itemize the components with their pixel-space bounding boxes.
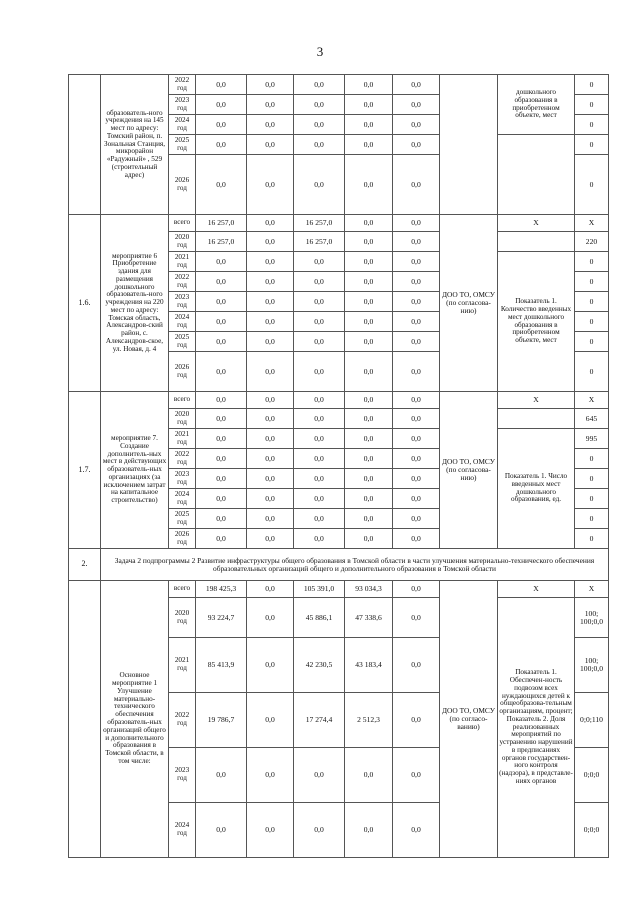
value-cell: 0,0 [196,489,247,509]
value-cell: 0,0 [247,598,294,638]
value-cell: 16 257,0 [294,215,345,232]
row-number-cell: 2. [69,549,101,581]
value-cell: 0,0 [345,429,393,449]
value-cell: 0,0 [294,332,345,352]
value-cell: 0,0 [247,469,294,489]
value-cell: 0,0 [247,332,294,352]
value-cell: 0,0 [393,638,440,693]
value-cell: 0,0 [247,581,294,598]
value-cell: 0,0 [345,252,393,272]
target-value: 0 [575,312,609,332]
table-row [69,392,609,409]
year-cell: 2025 год [169,332,196,352]
value-cell: 0,0 [393,803,440,858]
year-cell: 2026 год [169,155,196,215]
value-cell: 0,0 [345,392,393,409]
value-cell: 0,0 [247,252,294,272]
year-cell: всего [169,581,196,598]
value-cell: 0,0 [196,135,247,155]
target-value: 0;0;0 [575,803,609,858]
row-number-cell: 1.7. [69,392,101,549]
target-value: Х [575,392,609,409]
value-cell: 0,0 [196,392,247,409]
year-cell: 2026 год [169,352,196,392]
task-description: Задача 2 подпрограммы 2 Развитие инфраструктуры общего образования в Томской области в части улучшения материально-технического обеспечения образовательных организаций общего и дополнительного образования в Томской области [101,549,609,581]
indicator-cell [498,135,575,215]
target-value: 0 [575,135,609,155]
value-cell: 0,0 [247,312,294,332]
target-value: 0 [575,272,609,292]
value-cell: 0,0 [247,135,294,155]
value-cell: 0,0 [393,392,440,409]
target-value: Х [575,581,609,598]
year-cell: 2025 год [169,509,196,529]
value-cell: 0,0 [247,429,294,449]
value-cell: 0,0 [294,748,345,803]
value-cell: 16 257,0 [196,232,247,252]
year-cell: 2024 год [169,115,196,135]
value-cell: 0,0 [196,272,247,292]
value-cell: 0,0 [345,75,393,95]
value-cell: 0,0 [393,469,440,489]
year-cell: 2022 год [169,693,196,748]
indicator-x: Х [498,215,575,232]
value-cell: 0,0 [247,95,294,115]
value-cell: 0,0 [247,155,294,215]
value-cell: 0,0 [393,598,440,638]
value-cell: 0,0 [247,529,294,549]
value-cell: 0,0 [294,489,345,509]
target-value: 0 [575,95,609,115]
value-cell: 0,0 [393,95,440,115]
value-cell: 0,0 [294,803,345,858]
value-cell: 0,0 [294,352,345,392]
value-cell: 0,0 [393,115,440,135]
table-row [69,215,609,232]
indicator-cell [498,232,575,252]
value-cell: 0,0 [393,232,440,252]
value-cell: 85 413,9 [196,638,247,693]
value-cell: 0,0 [393,312,440,332]
value-cell: 45 886,1 [294,598,345,638]
year-cell: 2020 год [169,232,196,252]
value-cell: 0,0 [247,215,294,232]
indicator-cell: дошкольного образования в приобретенном объекте, мест [498,75,575,135]
table-row [69,75,609,95]
value-cell: 0,0 [393,748,440,803]
value-cell: 0,0 [393,135,440,155]
value-cell: 0,0 [393,693,440,748]
value-cell: 0,0 [345,748,393,803]
indicator-cell: Показатель 1. Обеспечен-ность подвозом всех нуждающихся детей к общеобразова-тельным организациям, процент; Показатель 2. Доля реализованных мероприятий по устранению нарушений в предписаниях органов государствен-ного контроля (надзора), в представле-ниях органов [498,598,575,858]
value-cell: 0,0 [393,75,440,95]
value-cell: 47 338,6 [345,598,393,638]
value-cell: 16 257,0 [196,215,247,232]
value-cell: 0,0 [393,215,440,232]
value-cell: 0,0 [294,135,345,155]
year-cell: 2022 год [169,272,196,292]
target-value: 0 [575,252,609,272]
year-cell: 2023 год [169,469,196,489]
target-value: 0 [575,292,609,312]
value-cell: 0,0 [393,581,440,598]
value-cell: 0,0 [196,352,247,392]
value-cell: 0,0 [247,509,294,529]
value-cell: 0,0 [294,155,345,215]
value-cell: 0,0 [393,155,440,215]
value-cell: 0,0 [294,469,345,489]
value-cell: 0,0 [345,352,393,392]
value-cell: 0,0 [393,489,440,509]
value-cell: 0,0 [247,803,294,858]
value-cell: 0,0 [247,748,294,803]
value-cell: 0,0 [196,409,247,429]
value-cell: 0,0 [196,469,247,489]
year-cell: 2020 год [169,598,196,638]
target-value: 0 [575,529,609,549]
value-cell: 0,0 [196,95,247,115]
value-cell: 0,0 [196,449,247,469]
year-cell: 2021 год [169,429,196,449]
value-cell: 0,0 [393,429,440,449]
value-cell: 0,0 [247,75,294,95]
target-value: 0 [575,352,609,392]
measure-description: мероприятие 7. Создание дополнитель-ных мест в действующих образователь-ных организациях (за исключением затрат на капитальное строительство) [101,392,169,549]
executor-cell [440,75,498,215]
value-cell: 0,0 [345,529,393,549]
year-cell: 2025 год [169,135,196,155]
value-cell: 0,0 [294,312,345,332]
year-cell: 2020 год [169,409,196,429]
value-cell: 0,0 [345,449,393,469]
value-cell: 0,0 [393,509,440,529]
value-cell: 0,0 [345,215,393,232]
year-cell: 2023 год [169,95,196,115]
value-cell: 0,0 [196,292,247,312]
target-value: 0;0;0 [575,748,609,803]
year-cell: 2021 год [169,252,196,272]
target-value: 0;0;110 [575,693,609,748]
value-cell: 0,0 [294,392,345,409]
value-cell: 0,0 [345,332,393,352]
year-cell: 2024 год [169,803,196,858]
row-number-cell [69,581,101,858]
indicator-cell: Показатель 1. Количество введенных мест дошкольного образования в приобретенном объекте, мест [498,252,575,392]
row-number-cell [69,75,101,215]
value-cell: 2 512,3 [345,693,393,748]
value-cell: 0,0 [247,489,294,509]
value-cell: 93 224,7 [196,598,247,638]
value-cell: 198 425,3 [196,581,247,598]
target-value: 100; 100;0,0 [575,638,609,693]
value-cell: 0,0 [196,332,247,352]
value-cell: 0,0 [196,155,247,215]
target-value: 0 [575,469,609,489]
value-cell: 0,0 [393,252,440,272]
year-cell: всего [169,215,196,232]
value-cell: 0,0 [294,529,345,549]
value-cell: 0,0 [247,232,294,252]
year-cell: 2024 год [169,489,196,509]
value-cell: 0,0 [294,509,345,529]
value-cell: 0,0 [247,392,294,409]
target-value: 0 [575,449,609,469]
executor-cell: ДОО ТО, ОМСУ (по согласова-нию) [440,215,498,392]
value-cell: 0,0 [345,135,393,155]
value-cell: 0,0 [247,115,294,135]
value-cell: 0,0 [393,409,440,429]
value-cell: 0,0 [196,509,247,529]
value-cell: 0,0 [393,449,440,469]
value-cell: 93 034,3 [345,581,393,598]
value-cell: 0,0 [294,252,345,272]
target-value: 0 [575,332,609,352]
value-cell: 0,0 [247,449,294,469]
year-cell: 2022 год [169,75,196,95]
measure-description: мероприятие 6 Приобретение здания для размещения дошкольного образователь-ного учреждения на 220 мест по адресу: Томская область, Александров-ский район, с. Александров-ское, ул. Новая, д. 4 [101,215,169,392]
value-cell: 0,0 [196,429,247,449]
indicator-x: Х [498,392,575,409]
target-value: Х [575,215,609,232]
value-cell: 105 391,0 [294,581,345,598]
value-cell: 0,0 [294,272,345,292]
value-cell: 0,0 [196,803,247,858]
year-cell: 2023 год [169,748,196,803]
measure-description: Основное мероприятие 1 Улучшение материально-технического обеспечения образователь-ных организаций общего и дополнительного образования в Томской области, в том числе: [101,581,169,858]
value-cell: 0,0 [393,332,440,352]
value-cell: 0,0 [196,252,247,272]
value-cell: 0,0 [345,489,393,509]
value-cell: 0,0 [247,352,294,392]
value-cell: 0,0 [393,529,440,549]
target-value: 0 [575,115,609,135]
value-cell: 0,0 [345,409,393,429]
value-cell: 0,0 [196,529,247,549]
indicator-cell [498,409,575,429]
value-cell: 0,0 [294,95,345,115]
value-cell: 42 230,5 [294,638,345,693]
target-value: 0 [575,489,609,509]
value-cell: 0,0 [345,115,393,135]
year-cell: 2022 год [169,449,196,469]
table-row [69,581,609,598]
year-cell: 2026 год [169,529,196,549]
value-cell: 0,0 [196,115,247,135]
executor-cell: ДОО ТО, ОМСУ (по согласова-нию) [440,392,498,549]
value-cell: 0,0 [196,75,247,95]
value-cell: 0,0 [247,409,294,429]
target-value: 0 [575,509,609,529]
target-value: 0 [575,75,609,95]
value-cell: 19 786,7 [196,693,247,748]
value-cell: 0,0 [345,803,393,858]
row-number-cell: 1.6. [69,215,101,392]
indicator-x: Х [498,581,575,598]
target-value: 220 [575,232,609,252]
value-cell: 0,0 [345,155,393,215]
year-cell: всего [169,392,196,409]
target-value: 645 [575,409,609,429]
value-cell: 0,0 [393,292,440,312]
value-cell: 0,0 [393,352,440,392]
value-cell: 0,0 [345,509,393,529]
measure-description: образователь-ного учреждения на 145 мест по адресу: Томский район, п. Зональная Станция, микрорайон «Радужный» , 529 (строительный адрес) [101,75,169,215]
value-cell: 0,0 [196,312,247,332]
executor-cell: ДОО ТО, ОМСУ (по согласо-ванию) [440,581,498,858]
value-cell: 0,0 [247,292,294,312]
task-row [69,549,609,581]
target-value: 0 [575,155,609,215]
year-cell: 2024 год [169,312,196,332]
value-cell: 0,0 [294,115,345,135]
value-cell: 0,0 [345,312,393,332]
value-cell: 0,0 [294,409,345,429]
value-cell: 0,0 [294,292,345,312]
value-cell: 0,0 [345,469,393,489]
value-cell: 0,0 [294,429,345,449]
value-cell: 43 183,4 [345,638,393,693]
value-cell: 16 257,0 [294,232,345,252]
value-cell: 0,0 [345,272,393,292]
value-cell: 0,0 [247,638,294,693]
value-cell: 17 274,4 [294,693,345,748]
target-value: 100; 100;0,0 [575,598,609,638]
year-cell: 2021 год [169,638,196,693]
value-cell: 0,0 [294,75,345,95]
value-cell: 0,0 [247,272,294,292]
page-number: 3 [316,44,324,59]
value-cell: 0,0 [196,748,247,803]
value-cell: 0,0 [345,95,393,115]
value-cell: 0,0 [345,232,393,252]
value-cell: 0,0 [345,292,393,312]
target-value: 995 [575,429,609,449]
indicator-cell: Показатель 1. Число введенных мест дошкольного образования, ед. [498,429,575,549]
year-cell: 2023 год [169,292,196,312]
value-cell: 0,0 [294,449,345,469]
value-cell: 0,0 [247,693,294,748]
value-cell: 0,0 [393,272,440,292]
program-table [68,74,609,858]
